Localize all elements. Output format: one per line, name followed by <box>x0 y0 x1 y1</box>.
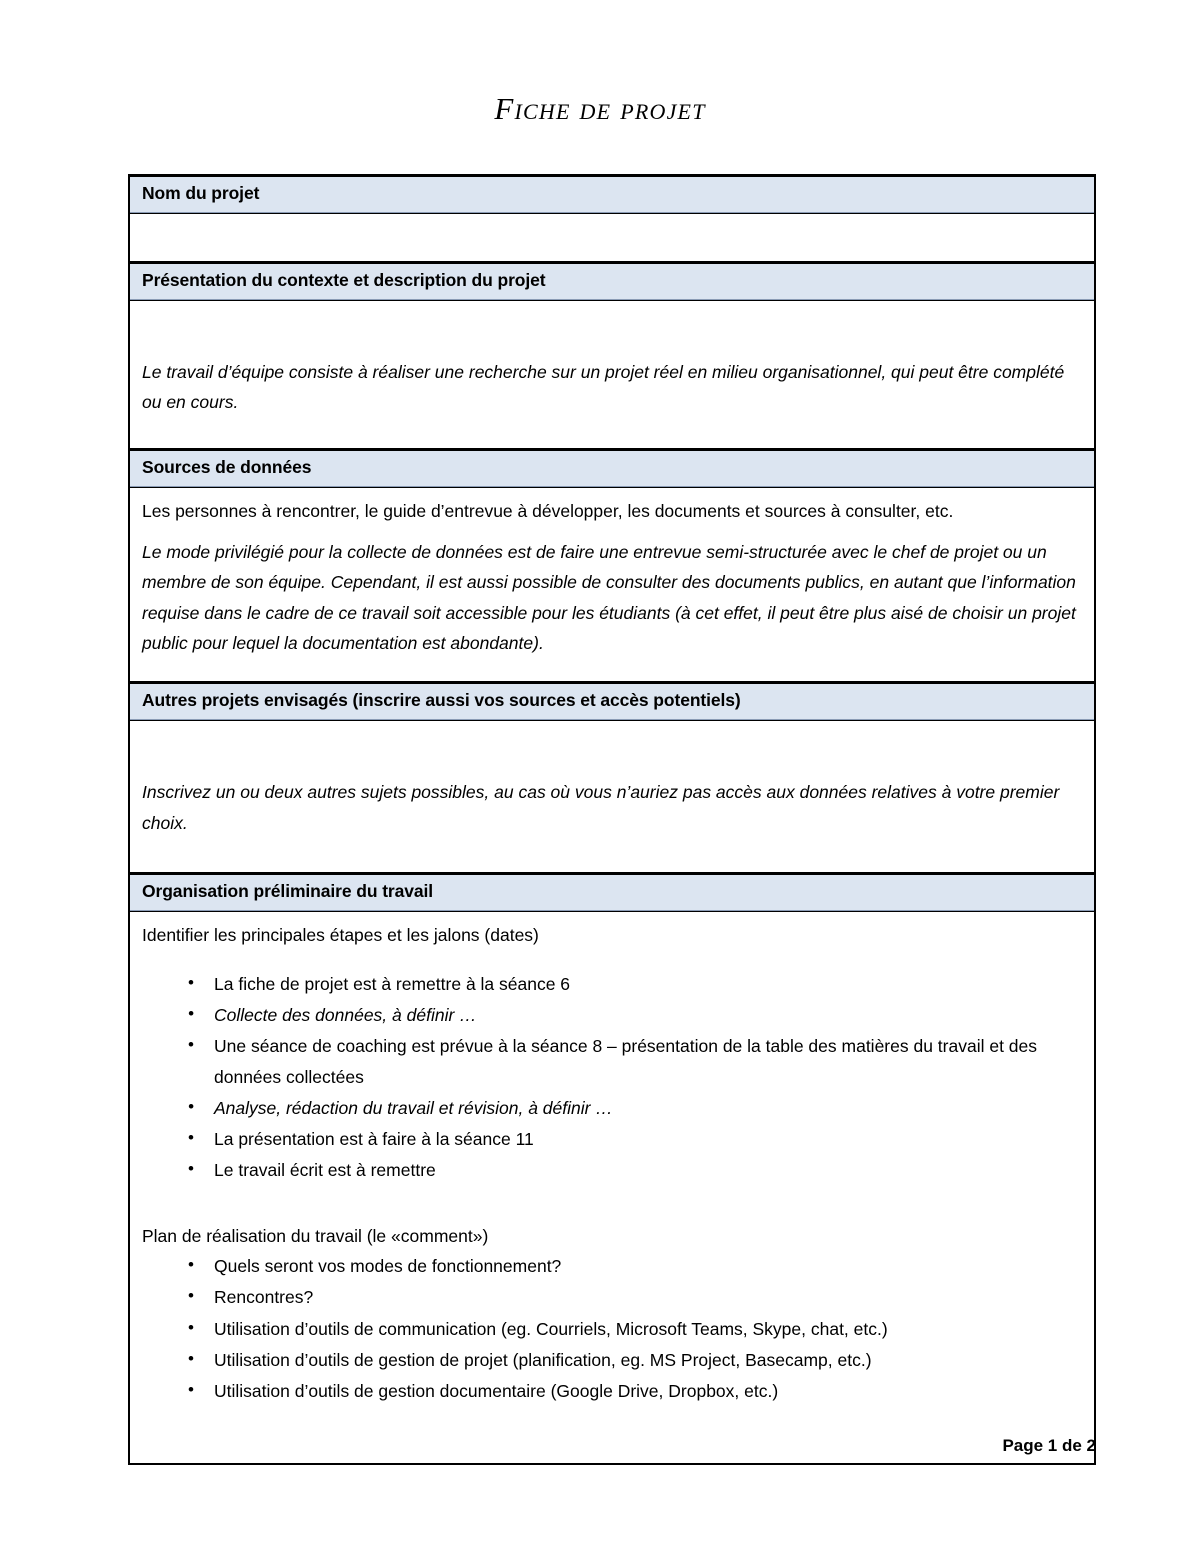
etapes-gap <box>142 951 1082 969</box>
field-presentation[interactable] <box>130 300 1094 448</box>
section-header-autres-projets: Autres projets envisagés (inscrire aussi vos sources et accès potentiels) <box>130 681 1094 720</box>
list-item: • La fiche de projet est à remettre à la séance 6 <box>142 969 1082 1000</box>
field-nom-du-projet[interactable] <box>130 213 1094 261</box>
section-header-organisation: Organisation préliminaire du travail <box>130 872 1094 911</box>
list-item: • Une séance de coaching est prévue à la séance 8 – présentation de la table des matières du travail et des données collectées <box>142 1031 1082 1093</box>
list-item: • Utilisation d’outils de gestion documentaire (Google Drive, Dropbox, etc.) <box>142 1376 1082 1407</box>
etapes-list <box>142 969 1082 1187</box>
list-item: • La présentation est à faire à la séance 11 <box>142 1124 1082 1155</box>
presentation-italic-text: Le travail d’équipe consiste à réaliser une recherche sur un projet réel en milieu organisationnel, qui peut être complété ou en cours. <box>142 361 1065 413</box>
list-item: • Utilisation d’outils de gestion de projet (planification, eg. MS Project, Basecamp, etc.) <box>142 1345 1082 1376</box>
project-sheet-table <box>128 174 1096 1465</box>
field-autres-projets[interactable] <box>130 720 1094 872</box>
section-header-nom-du-projet: Nom du projet <box>130 174 1094 213</box>
list-item: • Utilisation d’outils de communication (eg. Courriels, Microsoft Teams, Skype, chat, etc.) <box>142 1314 1082 1345</box>
list-item: • Quels seront vos modes de fonctionnement? <box>142 1251 1082 1282</box>
autres-italic-text: Inscrivez un ou deux autres sujets possibles, au cas où vous n’auriez pas accès aux données relatives à votre premier choix. <box>142 781 1060 833</box>
sources-italic-text: Le mode privilégié pour la collecte de données est de faire une entrevue semi-structurée avec le chef de projet ou un membre de son équipe. Cependant, il est aussi possible de consulter des documents publics, en autant que l’information requise dans le cadre de ce travail soit accessible pour les étudiants (à cet effet, il peut être plus aisé de choisir un projet public pour lequel la documentation est abondante). <box>142 541 1076 654</box>
sources-gap <box>142 527 1082 537</box>
list-item: • Analyse, rédaction du travail et révision, à définir … <box>142 1093 1082 1124</box>
presentation-blank-space <box>142 301 1082 357</box>
list-item: • Collecte des données, à définir … <box>142 1000 1082 1031</box>
page-title: Fiche de projet <box>494 91 706 126</box>
plan-list <box>142 1251 1082 1407</box>
plan-gap <box>142 1187 1082 1221</box>
field-sources-de-donnees[interactable] <box>130 487 1094 681</box>
organisation-lead-etapes: Identifier les principales étapes et les jalons (dates) <box>142 925 539 945</box>
field-organisation[interactable] <box>130 911 1094 1463</box>
section-header-sources-de-donnees: Sources de données <box>130 448 1094 487</box>
autres-blank-space <box>142 721 1082 777</box>
organisation-lead-plan: Plan de réalisation du travail (le «comment») <box>142 1225 489 1246</box>
list-item: • Le travail écrit est à remettre <box>142 1155 1082 1186</box>
sources-plain-text: Les personnes à rencontrer, le guide d’entrevue à développer, les documents et sources à consulter, etc. <box>142 500 954 521</box>
page-footer: Page 1 de 2 <box>1002 1436 1096 1455</box>
section-header-presentation: Présentation du contexte et description du projet <box>130 261 1094 300</box>
list-item: • Rencontres? <box>142 1282 1082 1313</box>
